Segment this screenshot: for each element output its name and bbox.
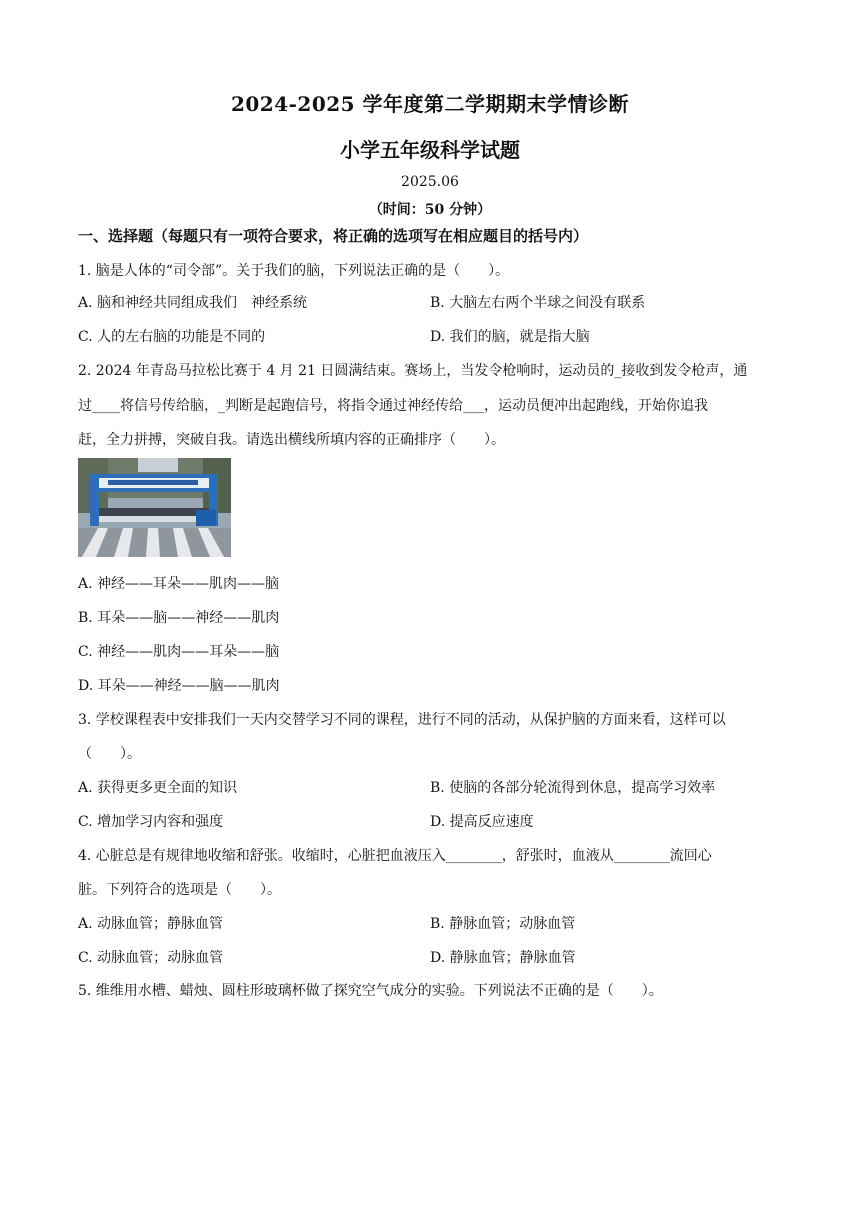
- question-3-stem-line1: 3. 学校课程表中安排我们一天内交替学习不同的课程，进行不同的活动，从保护脑的方面来看，这样可以: [78, 712, 726, 728]
- question-2-option-d: D. 耳朵——神经——脑——肌肉: [78, 678, 280, 694]
- question-1-option-c: C. 人的左右脑的功能是不同的: [78, 329, 266, 345]
- question-4-stem-line1: 4. 心脏总是有规律地收缩和舒张。收缩时，心脏把血液压入________，舒张时，血液从________流回心: [78, 848, 712, 864]
- question-3-option-d: D. 提高反应速度: [430, 814, 534, 830]
- question-3-stem-line2: （ ）。: [78, 746, 141, 762]
- question-2-stem-line3: 赶，全力拼搏，突破自我。请选出横线所填内容的正确排序（ ）。: [78, 432, 505, 448]
- question-1-option-d: D. 我们的脑，就是指大脑: [430, 329, 590, 345]
- exam-title: 2024-2025 学年度第二学期期末学情诊断: [230, 92, 630, 116]
- question-3-option-c: C. 增加学习内容和强度: [78, 814, 224, 830]
- question-3-option-b: B. 使脑的各部分轮流得到休息，提高学习效率: [430, 780, 716, 796]
- question-4-option-c: C. 动脉血管；动脉血管: [78, 950, 224, 966]
- exam-subtitle: 小学五年级科学试题: [340, 138, 520, 162]
- exam-date: 2025.06: [401, 174, 459, 190]
- question-4-option-a: A. 动脉血管；静脉血管: [78, 916, 224, 932]
- question-2-option-b: B. 耳朵——脑——神经——肌肉: [78, 610, 280, 626]
- section-heading-choice: 一、选择题（每题只有一项符合要求，将正确的选项写在相应题目的括号内）: [78, 227, 589, 245]
- question-5-stem: 5. 维维用水槽、蜡烛、圆柱形玻璃杯做了探究空气成分的实验。下列说法不正确的是（ ）。: [78, 983, 663, 999]
- question-1-stem: 1. 脑是人体的“司令部”。关于我们的脑，下列说法正确的是（ ）。: [78, 263, 510, 279]
- question-2-stem-line2: 过____将信号传给脑，_判断是起跑信号，将指令通过神经传给___，运动员便冲出起跑线，开始你追我: [78, 398, 708, 414]
- question-1-option-b: B. 大脑左右两个半球之间没有联系: [430, 295, 646, 311]
- question-2-option-a: A. 神经——耳朵——肌肉——脑: [78, 576, 280, 592]
- question-4-option-d: D. 静脉血管；静脉血管: [430, 950, 576, 966]
- question-1-option-a: A. 脑和神经共同组成我们 神经系统: [78, 295, 308, 311]
- question-2-option-c: C. 神经——肌肉——耳朵——脑: [78, 644, 280, 660]
- marathon-start-photo: [78, 458, 231, 557]
- question-4-option-b: B. 静脉血管；动脉血管: [430, 916, 576, 932]
- exam-duration: （时间：50 分钟）: [368, 202, 492, 218]
- question-3-option-a: A. 获得更多更全面的知识: [78, 780, 238, 796]
- question-2-stem-line1: 2. 2024 年青岛马拉松比赛于 4 月 21 日圆满结束。赛场上，当发令枪响时，运动员的_接收到发令枪声，通: [78, 363, 748, 379]
- question-4-stem-line2: 脏。下列符合的选项是（ ）。: [78, 882, 281, 898]
